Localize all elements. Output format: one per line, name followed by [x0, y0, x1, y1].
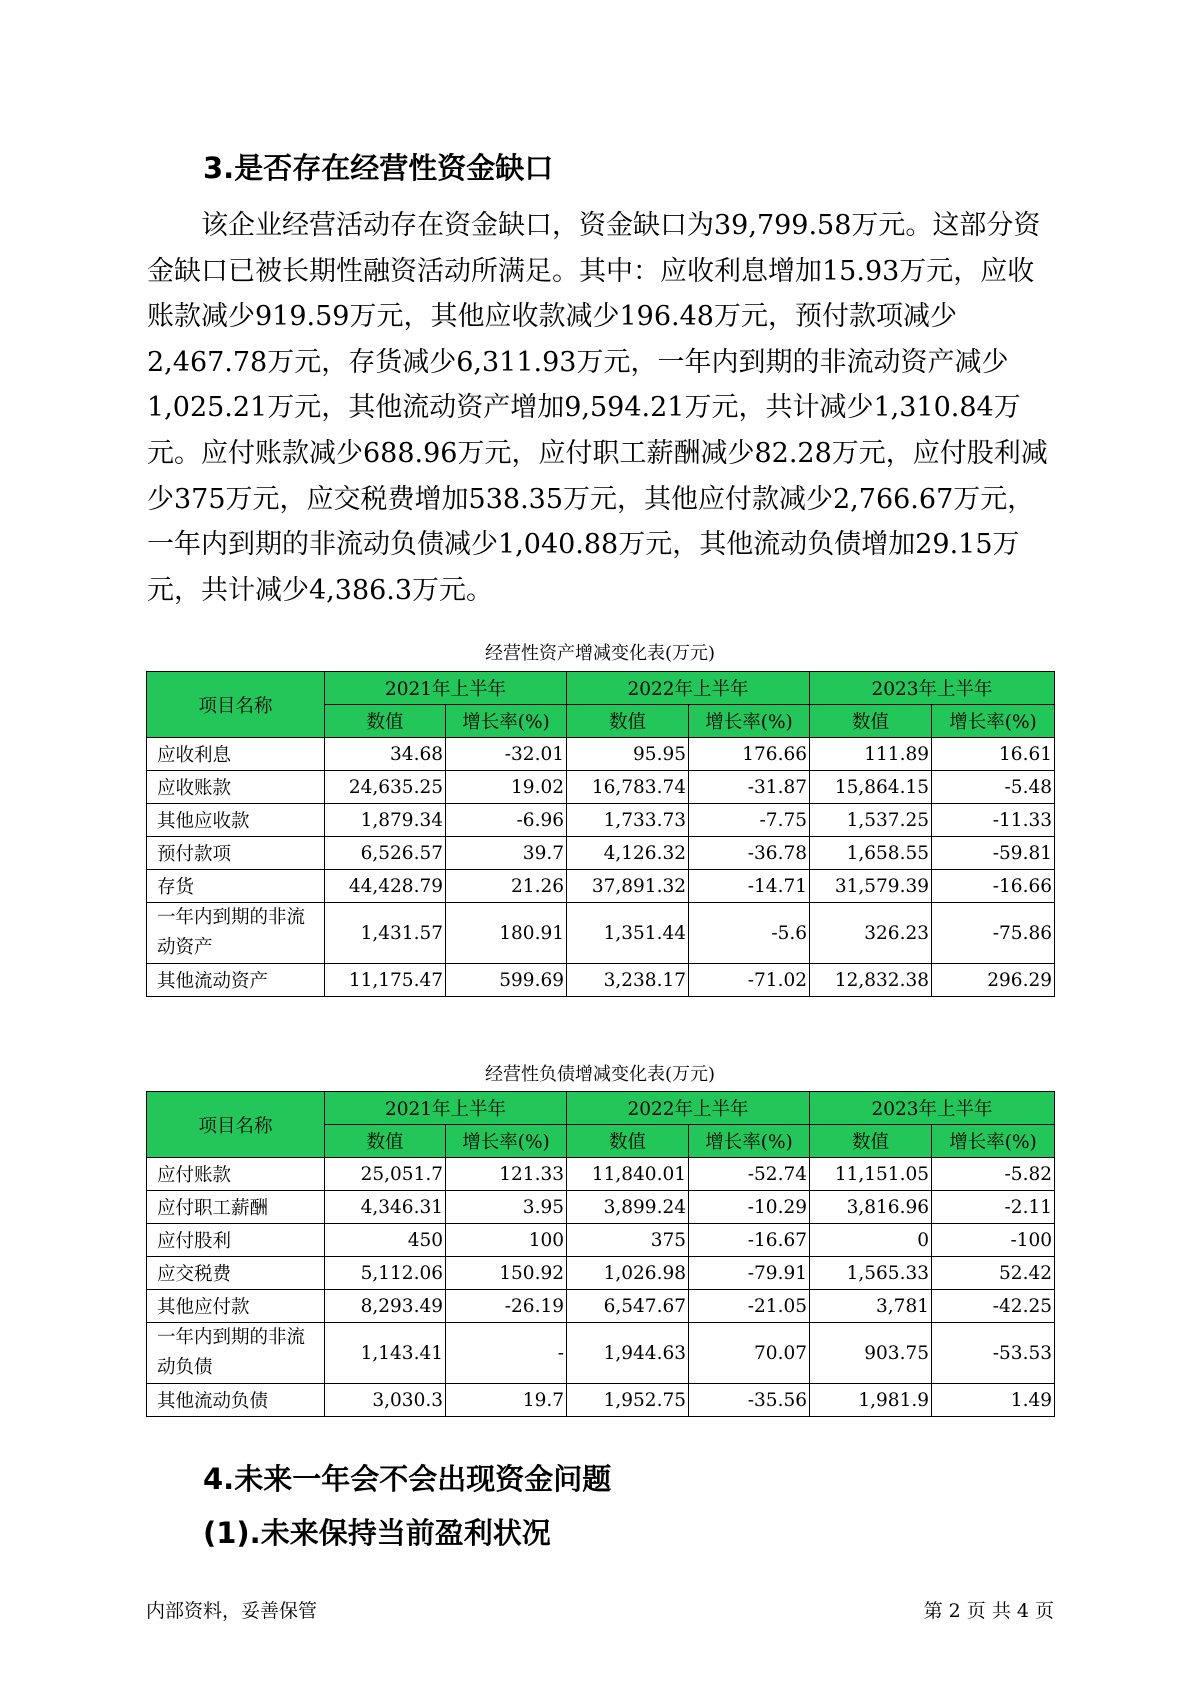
liabilities-header-value: 数值 [567, 1125, 689, 1158]
table-row [147, 1290, 1055, 1323]
cell: 19.7 [446, 1384, 567, 1417]
cell: 12,832.38 [810, 964, 932, 997]
assets-header-rate: 增长率(%) [932, 705, 1055, 738]
cell: 599.69 [446, 964, 567, 997]
cell: 4,126.32 [567, 837, 689, 870]
assets-header-value: 数值 [325, 705, 446, 738]
cell: 326.23 [810, 903, 932, 964]
assets-table-caption: 经营性资产增减变化表(万元) [484, 643, 716, 664]
cell: 52.42 [932, 1257, 1055, 1290]
liabilities-header-rate: 增长率(%) [689, 1125, 810, 1158]
liabilities-table-caption: 经营性负债增减变化表(万元) [484, 1064, 716, 1085]
row-name: 应付账款 [147, 1158, 325, 1191]
row-name: 预付款项 [147, 837, 325, 870]
assets-header-rate: 增长率(%) [689, 705, 810, 738]
cell: 180.91 [446, 903, 567, 964]
table-row [147, 771, 1055, 804]
row-name: 应付股利 [147, 1224, 325, 1257]
cell: -5.82 [932, 1158, 1055, 1191]
liabilities-header-item: 项目名称 [147, 1092, 325, 1158]
cell: -2.11 [932, 1191, 1055, 1224]
cell: -14.71 [689, 870, 810, 903]
cell: -10.29 [689, 1191, 810, 1224]
cell: -21.05 [689, 1290, 810, 1323]
cell: 1,565.33 [810, 1257, 932, 1290]
cell: -75.86 [932, 903, 1055, 964]
table-row [147, 1191, 1055, 1224]
cell: 5,112.06 [325, 1257, 446, 1290]
row-name: 一年内到期的非流动资产 [147, 903, 325, 964]
assets-header-value: 数值 [567, 705, 689, 738]
cell: 3,030.3 [325, 1384, 446, 1417]
cell: 25,051.7 [325, 1158, 446, 1191]
cell: 1,351.44 [567, 903, 689, 964]
cell: -100 [932, 1224, 1055, 1257]
cell: 1,537.25 [810, 804, 932, 837]
cell: 3,816.96 [810, 1191, 932, 1224]
cell: -16.66 [932, 870, 1055, 903]
row-name: 应收账款 [147, 771, 325, 804]
cell: -52.74 [689, 1158, 810, 1191]
row-name: 应交税费 [147, 1257, 325, 1290]
cell: 3,238.17 [567, 964, 689, 997]
cell: -16.67 [689, 1224, 810, 1257]
cell: 1,143.41 [325, 1323, 446, 1384]
liabilities-header-period-2021: 2021年上半年 [325, 1092, 567, 1125]
cell: 176.66 [689, 738, 810, 771]
cell: 150.92 [446, 1257, 567, 1290]
cell: 6,526.57 [325, 837, 446, 870]
cell: 1.49 [932, 1384, 1055, 1417]
assets-header-period-2021: 2021年上半年 [325, 672, 567, 705]
cell: 16,783.74 [567, 771, 689, 804]
assets-header-item: 项目名称 [147, 672, 325, 738]
cell: -79.91 [689, 1257, 810, 1290]
cell: -53.53 [932, 1323, 1055, 1384]
cell: 6,547.67 [567, 1290, 689, 1323]
cell: -6.96 [446, 804, 567, 837]
cell: 95.95 [567, 738, 689, 771]
cell: 1,981.9 [810, 1384, 932, 1417]
cell: 100 [446, 1224, 567, 1257]
table-row [147, 1384, 1055, 1417]
section-4-subheading: (1).未来保持当前盈利状况 [203, 1516, 551, 1550]
cell: -32.01 [446, 738, 567, 771]
cell: 375 [567, 1224, 689, 1257]
liabilities-table [146, 1091, 1055, 1417]
cell: 1,733.73 [567, 804, 689, 837]
table-row [147, 738, 1055, 771]
row-name: 其他应收款 [147, 804, 325, 837]
section-3-heading: 3.是否存在经营性资金缺口 [203, 151, 554, 185]
cell: -7.75 [689, 804, 810, 837]
table-row [147, 804, 1055, 837]
liabilities-header-value: 数值 [325, 1125, 446, 1158]
assets-header-rate: 增长率(%) [446, 705, 567, 738]
cell: 1,879.34 [325, 804, 446, 837]
cell: 3,781 [810, 1290, 932, 1323]
cell: 903.75 [810, 1323, 932, 1384]
cell: 11,840.01 [567, 1158, 689, 1191]
cell: -35.56 [689, 1384, 810, 1417]
cell: 8,293.49 [325, 1290, 446, 1323]
cell: 24,635.25 [325, 771, 446, 804]
row-name: 应付职工薪酬 [147, 1191, 325, 1224]
row-name: 其他流动资产 [147, 964, 325, 997]
cell: 34.68 [325, 738, 446, 771]
cell: 121.33 [446, 1158, 567, 1191]
cell: 11,151.05 [810, 1158, 932, 1191]
liabilities-header-value: 数值 [810, 1125, 932, 1158]
cell: 450 [325, 1224, 446, 1257]
section-3-paragraph: 该企业经营活动存在资金缺口，资金缺口为39,799.58万元。这部分资金缺口已被长期性融资活动所满足。其中：应收利息增加15.93万元，应收账款减少919.59万元，其他应收款减少196.48万元，预付款项减少2,467.78万元，存货减少6,311.93万元，一年内到期的非流动资产减少1,025.21万元，其他流动资产增加9,594.21万元，共计减少1,310.84万元。应付账款减少688.96万元，应付职工薪酬减少82.28万元，应付股利减少375万元，应交税费增加538.35万元，其他应付款减少2,766.67万元，一年内到期的非流动负债减少1,040.88万元，其他流动负债增加29.15万元，共计减少4,386.3万元。 [147, 210, 1048, 606]
cell: 1,944.63 [567, 1323, 689, 1384]
table-row [147, 1257, 1055, 1290]
cell: -71.02 [689, 964, 810, 997]
row-name: 其他流动负债 [147, 1384, 325, 1417]
cell: -42.25 [932, 1290, 1055, 1323]
assets-header-period-2023: 2023年上半年 [810, 672, 1055, 705]
liabilities-header-period-2023: 2023年上半年 [810, 1092, 1055, 1125]
assets-header-value: 数值 [810, 705, 932, 738]
row-name: 存货 [147, 870, 325, 903]
cell: 21.26 [446, 870, 567, 903]
cell: 1,431.57 [325, 903, 446, 964]
row-name: 应收利息 [147, 738, 325, 771]
cell: 296.29 [932, 964, 1055, 997]
cell: 16.61 [932, 738, 1055, 771]
cell: 31,579.39 [810, 870, 932, 903]
section-4-heading: 4.未来一年会不会出现资金问题 [203, 1462, 612, 1496]
table-row [147, 1224, 1055, 1257]
footer-confidential-note: 内部资料，妥善保管 [146, 1600, 318, 1622]
cell: 1,026.98 [567, 1257, 689, 1290]
cell: 15,864.15 [810, 771, 932, 804]
table-row [147, 903, 1055, 964]
cell: 0 [810, 1224, 932, 1257]
liabilities-header-period-2022: 2022年上半年 [567, 1092, 810, 1125]
table-row [147, 1158, 1055, 1191]
table-row [147, 1323, 1055, 1384]
cell: 44,428.79 [325, 870, 446, 903]
liabilities-header-rate: 增长率(%) [932, 1125, 1055, 1158]
cell: -26.19 [446, 1290, 567, 1323]
assets-table [146, 671, 1055, 997]
cell: -36.78 [689, 837, 810, 870]
cell: 11,175.47 [325, 964, 446, 997]
assets-header-period-2022: 2022年上半年 [567, 672, 810, 705]
cell: 37,891.32 [567, 870, 689, 903]
cell: -11.33 [932, 804, 1055, 837]
row-name: 一年内到期的非流动负债 [147, 1323, 325, 1384]
cell: - [446, 1323, 567, 1384]
table-row [147, 837, 1055, 870]
cell: -5.6 [689, 903, 810, 964]
cell: -31.87 [689, 771, 810, 804]
cell: 39.7 [446, 837, 567, 870]
section-3-body [147, 203, 1059, 613]
footer-page-number: 第 2 页 共 4 页 [923, 1600, 1054, 1622]
table-row [147, 870, 1055, 903]
cell: 1,952.75 [567, 1384, 689, 1417]
cell: -59.81 [932, 837, 1055, 870]
liabilities-header-rate: 增长率(%) [446, 1125, 567, 1158]
cell: 4,346.31 [325, 1191, 446, 1224]
row-name: 其他应付款 [147, 1290, 325, 1323]
cell: 1,658.55 [810, 837, 932, 870]
cell: 3,899.24 [567, 1191, 689, 1224]
cell: 70.07 [689, 1323, 810, 1384]
cell: 3.95 [446, 1191, 567, 1224]
cell: 19.02 [446, 771, 567, 804]
table-row [147, 964, 1055, 997]
cell: -5.48 [932, 771, 1055, 804]
cell: 111.89 [810, 738, 932, 771]
